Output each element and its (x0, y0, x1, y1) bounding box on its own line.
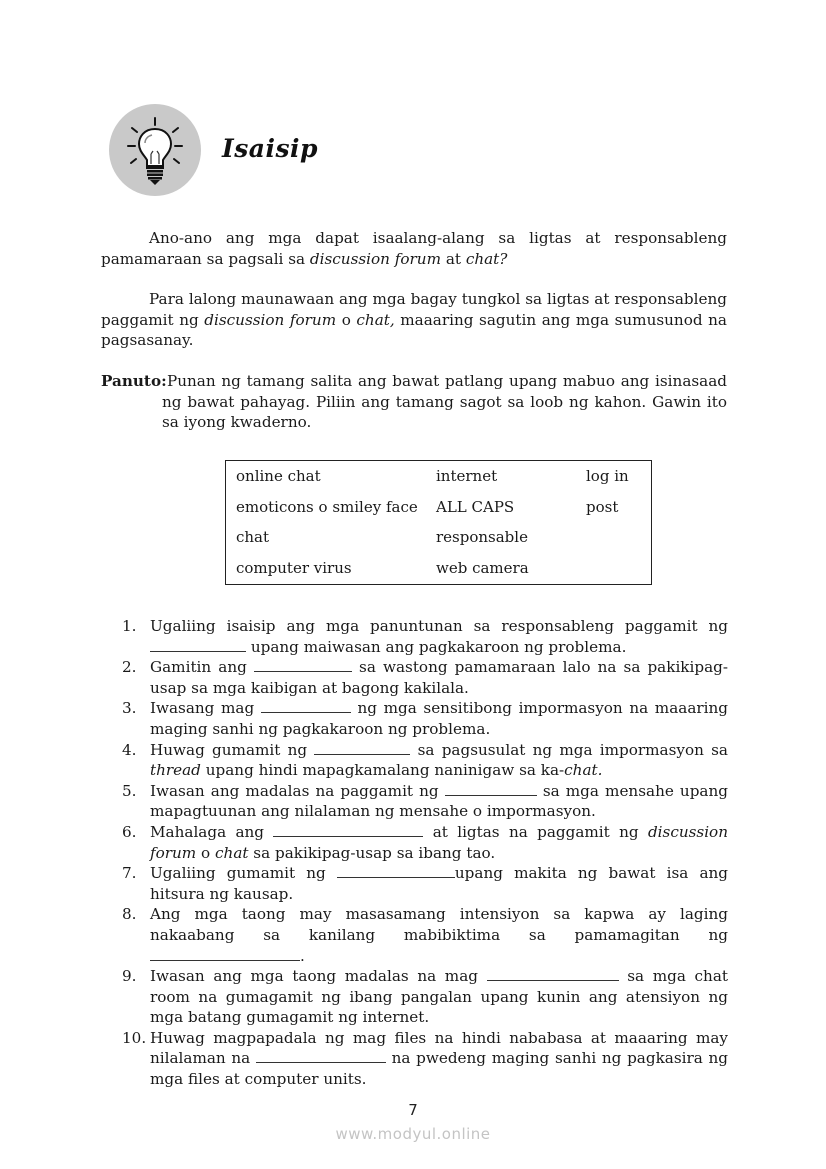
item-text: Mahalaga ang (150, 822, 274, 841)
answer-blank[interactable] (254, 657, 352, 672)
answer-blank[interactable] (261, 698, 351, 713)
text: at (441, 249, 466, 268)
word-choice: responsable (436, 528, 528, 546)
text: Ano-ano ang mga dapat isaalang-alang sa ligtas at responsableng pamamaraan sa pagsali sa (101, 229, 727, 268)
item-number: 7. (122, 864, 137, 883)
item-text: sa wastong pamamaraan lalo na sa pakikipag-usap sa mga kaibigan at bagong kakilala. (150, 658, 728, 697)
item-number: 4. (122, 740, 137, 759)
word-choice: chat (236, 528, 270, 546)
list-item (122, 904, 728, 966)
answer-blank[interactable] (487, 966, 619, 981)
item-number: 3. (122, 699, 137, 718)
text: maaaring sagutin ang mga sumusunod na pagsasanay. (101, 310, 727, 349)
item-text: . (300, 946, 305, 965)
lightbulb-icon (109, 104, 201, 196)
item-text: upang maiwasan ang pagkakaroon ng problema. (246, 637, 627, 656)
word-choice: computer virus (236, 559, 352, 577)
word-choice: internet (436, 467, 498, 485)
item-text: sa pakikipag-usap sa ibang tao. (248, 843, 496, 862)
answer-blank[interactable] (150, 637, 246, 652)
item-number: 2. (122, 658, 137, 677)
answer-blank[interactable] (273, 822, 423, 837)
item-text: ng mga sensitibong impormasyon na maaaring maging sanhi ng pagkakaroon ng problema. (150, 699, 728, 738)
instructions-text: Punan ng tamang salita ang bawat patlang upang mabuo ang isinasaad ng bawat pahayag. Piliin ang tamang sagot sa loob ng kahon. Gawin ito sa iyong kwaderno. (162, 372, 727, 431)
text-italic: discussion forum (309, 249, 441, 268)
text-italic: discussion forum (204, 310, 337, 329)
item-number: 10. (122, 1028, 147, 1047)
item-text: o (196, 843, 216, 862)
item-text: Iwasang mag (150, 699, 261, 718)
instructions (101, 371, 727, 433)
item-text: Ugaliing gumamit ng (150, 864, 337, 883)
list-item (122, 1028, 728, 1090)
section-title: Isaisip (222, 134, 319, 163)
item-number: 1. (122, 617, 137, 635)
item-text: Huwag gumamit ng (150, 740, 315, 759)
answer-blank[interactable] (445, 781, 537, 796)
text: o (336, 310, 357, 329)
item-text: na pwedeng maging sanhi ng pagkasira ng mga files at computer units. (150, 1049, 728, 1089)
item-text: Iwasan ang mga taong madalas na mag (150, 967, 487, 986)
list-item (122, 781, 728, 822)
list-item (122, 822, 728, 863)
intro-paragraph (101, 289, 727, 351)
item-number: 5. (122, 781, 137, 800)
word-choice: online chat (236, 467, 321, 485)
list-item (122, 657, 728, 698)
page-number: 7 (408, 1101, 418, 1119)
item-text: Ugaliing isaisip ang mga panuntunan sa responsableng paggamit ng (150, 617, 728, 635)
word-choice: emoticons o smiley face (236, 498, 418, 516)
word-choice: ALL CAPS (436, 498, 515, 516)
lightbulb-icon-badge (109, 104, 201, 196)
item-text: upang hindi mapagkamalang naninigaw sa ka- (200, 761, 565, 780)
word-choice: log in (586, 467, 629, 485)
item-text: sa mga chat room na gumagamit ng ibang pangalan upang kunin ang atensiyon ng mga batang gumagamit ng internet. (150, 967, 728, 1027)
text: Para lalong maunawaan ang mga bagay tungkol sa ligtas at responsableng paggamit ng (101, 290, 727, 329)
item-text-italic: thread (150, 761, 201, 780)
item-text: at ligtas na paggamit ng (423, 822, 648, 841)
item-text-italic: discussion forum (150, 822, 728, 862)
item-text: sa mga mensahe upang mapagtuunan ang nilalaman ng mensahe o impormasyon. (150, 781, 728, 821)
list-item (122, 863, 728, 904)
list-item (122, 698, 728, 739)
item-text: Huwag magpapadala ng mag files na hindi nababasa at maaaring may nilalaman na (150, 1028, 728, 1068)
item-text: Ang mga taong may masasamang intensiyon sa kapwa ay laging nakaabang sa kanilang mabibiktima sa pamamagitan ng (150, 905, 728, 944)
item-text-italic: chat. (564, 761, 603, 780)
text-italic: chat, (356, 310, 395, 329)
word-choice: post (586, 498, 619, 516)
word-choice: web camera (436, 559, 529, 577)
intro-question (101, 228, 727, 269)
item-number: 8. (122, 905, 137, 924)
item-text: upang makita ng bawat isa ang hitsura ng kausap. (150, 864, 728, 903)
list-item (122, 966, 728, 1028)
list-item (122, 616, 728, 657)
answer-blank[interactable] (314, 740, 410, 755)
text-italic: chat? (465, 249, 508, 268)
answer-blank[interactable] (337, 863, 455, 878)
item-number: 9. (122, 967, 137, 986)
watermark: www.modyul.online (335, 1125, 491, 1143)
item-text-italic: chat (215, 843, 249, 862)
item-number: 6. (122, 822, 137, 841)
instructions-label: Panuto: (101, 372, 167, 390)
answer-blank[interactable] (150, 946, 300, 961)
item-text: Gamitin ang (150, 658, 254, 677)
exercise-list (122, 616, 728, 1090)
item-text: sa pagsusulat ng mga impormasyon sa (410, 740, 728, 759)
answer-blank[interactable] (256, 1048, 386, 1063)
list-item (122, 740, 728, 781)
item-text: Iwasan ang madalas na paggamit ng (150, 781, 445, 800)
word-choices-box (225, 460, 652, 585)
